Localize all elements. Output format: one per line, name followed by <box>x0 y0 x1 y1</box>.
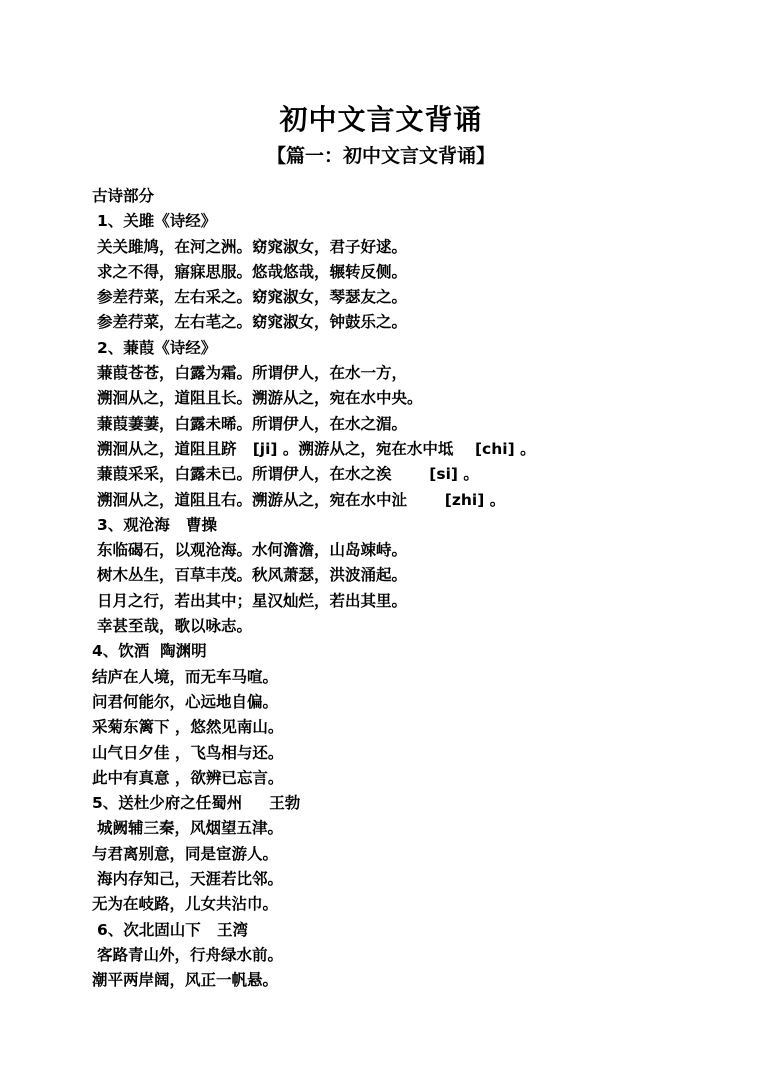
text-line: 海内存知己，天涯若比邻。 <box>97 870 284 889</box>
text-line: 问君何能尔，心远地自偏。 <box>92 692 279 711</box>
text-line: 3、观沧海 曹操 <box>97 515 217 534</box>
text-line: 东临碣石，以观沧海。水何澹澹，山岛竦峙。 <box>97 541 408 560</box>
text-line: 1、关雎《诗经》 <box>97 212 217 231</box>
text-line: 参差荇菜，左右芼之。窈窕淑女，钟鼓乐之。 <box>97 313 408 332</box>
text-line: 采菊东篱下 ，悠然见南山。 <box>92 718 284 737</box>
text-line: 客路青山外，行舟绿水前。 <box>97 945 284 964</box>
text-line: 6、次北固山下 王湾 <box>97 920 248 939</box>
text-line: 关关雎鸠，在河之洲。窈窕淑女，君子好逑。 <box>97 237 408 256</box>
text-line: 溯洄从之，道阻且跻 [ji] 。溯游从之，宛在水中坻 [chi] 。 <box>97 439 536 458</box>
text-line: 山气日夕佳 ，飞鸟相与还。 <box>92 743 284 762</box>
text-line: 5、送杜少府之任蜀州 王勃 <box>92 794 301 813</box>
text-line: 4、饮酒 陶渊明 <box>92 642 207 661</box>
text-line: 蒹葭采采，白露未已。所谓伊人，在水之涘 [si] 。 <box>97 465 479 484</box>
text-line: 蒹葭苍苍，白露为霜。所谓伊人，在水一方， <box>97 364 408 383</box>
text-line: 古诗部分 <box>92 187 155 205</box>
text-line: 求之不得，寤寐思服。悠哉悠哉，辗转反侧。 <box>97 262 408 281</box>
text-line: 此中有真意 ，欲辨已忘言。 <box>92 768 284 787</box>
page-subtitle: 【篇一：初中文言文背诵】 <box>266 145 495 167</box>
text-line: 日月之行，若出其中；星汉灿烂，若出其里。 <box>97 591 408 610</box>
text-line: 潮平两岸阔，风正一帆悬。 <box>92 971 279 990</box>
text-line: 溯洄从之，道阻且右。溯游从之，宛在水中沚 [zhi] 。 <box>97 490 506 509</box>
text-line: 幸甚至哉，歌以咏志。 <box>97 617 253 636</box>
text-line: 2、蒹葭《诗经》 <box>97 338 217 357</box>
text-line: 无为在岐路，儿女共沾巾。 <box>92 895 279 914</box>
text-line: 与君离别意，同是宦游人。 <box>92 844 279 863</box>
page-title: 初中文言文背诵 <box>279 103 483 136</box>
text-line: 结庐在人境，而无车马喧。 <box>92 667 279 686</box>
poem-text-body <box>92 184 732 994</box>
text-line: 参差荇菜，左右采之。窈窕淑女，琴瑟友之。 <box>97 288 408 307</box>
text-line: 树木丛生，百草丰茂。秋风萧瑟，洪波涌起。 <box>97 566 408 585</box>
text-line: 城阙辅三秦，风烟望五津。 <box>97 819 284 838</box>
text-line: 溯洄从之，道阻且长。溯游从之，宛在水中央。 <box>97 389 423 408</box>
text-line: 蒹葭萋萋，白露未晞。所谓伊人，在水之湄。 <box>97 414 408 433</box>
